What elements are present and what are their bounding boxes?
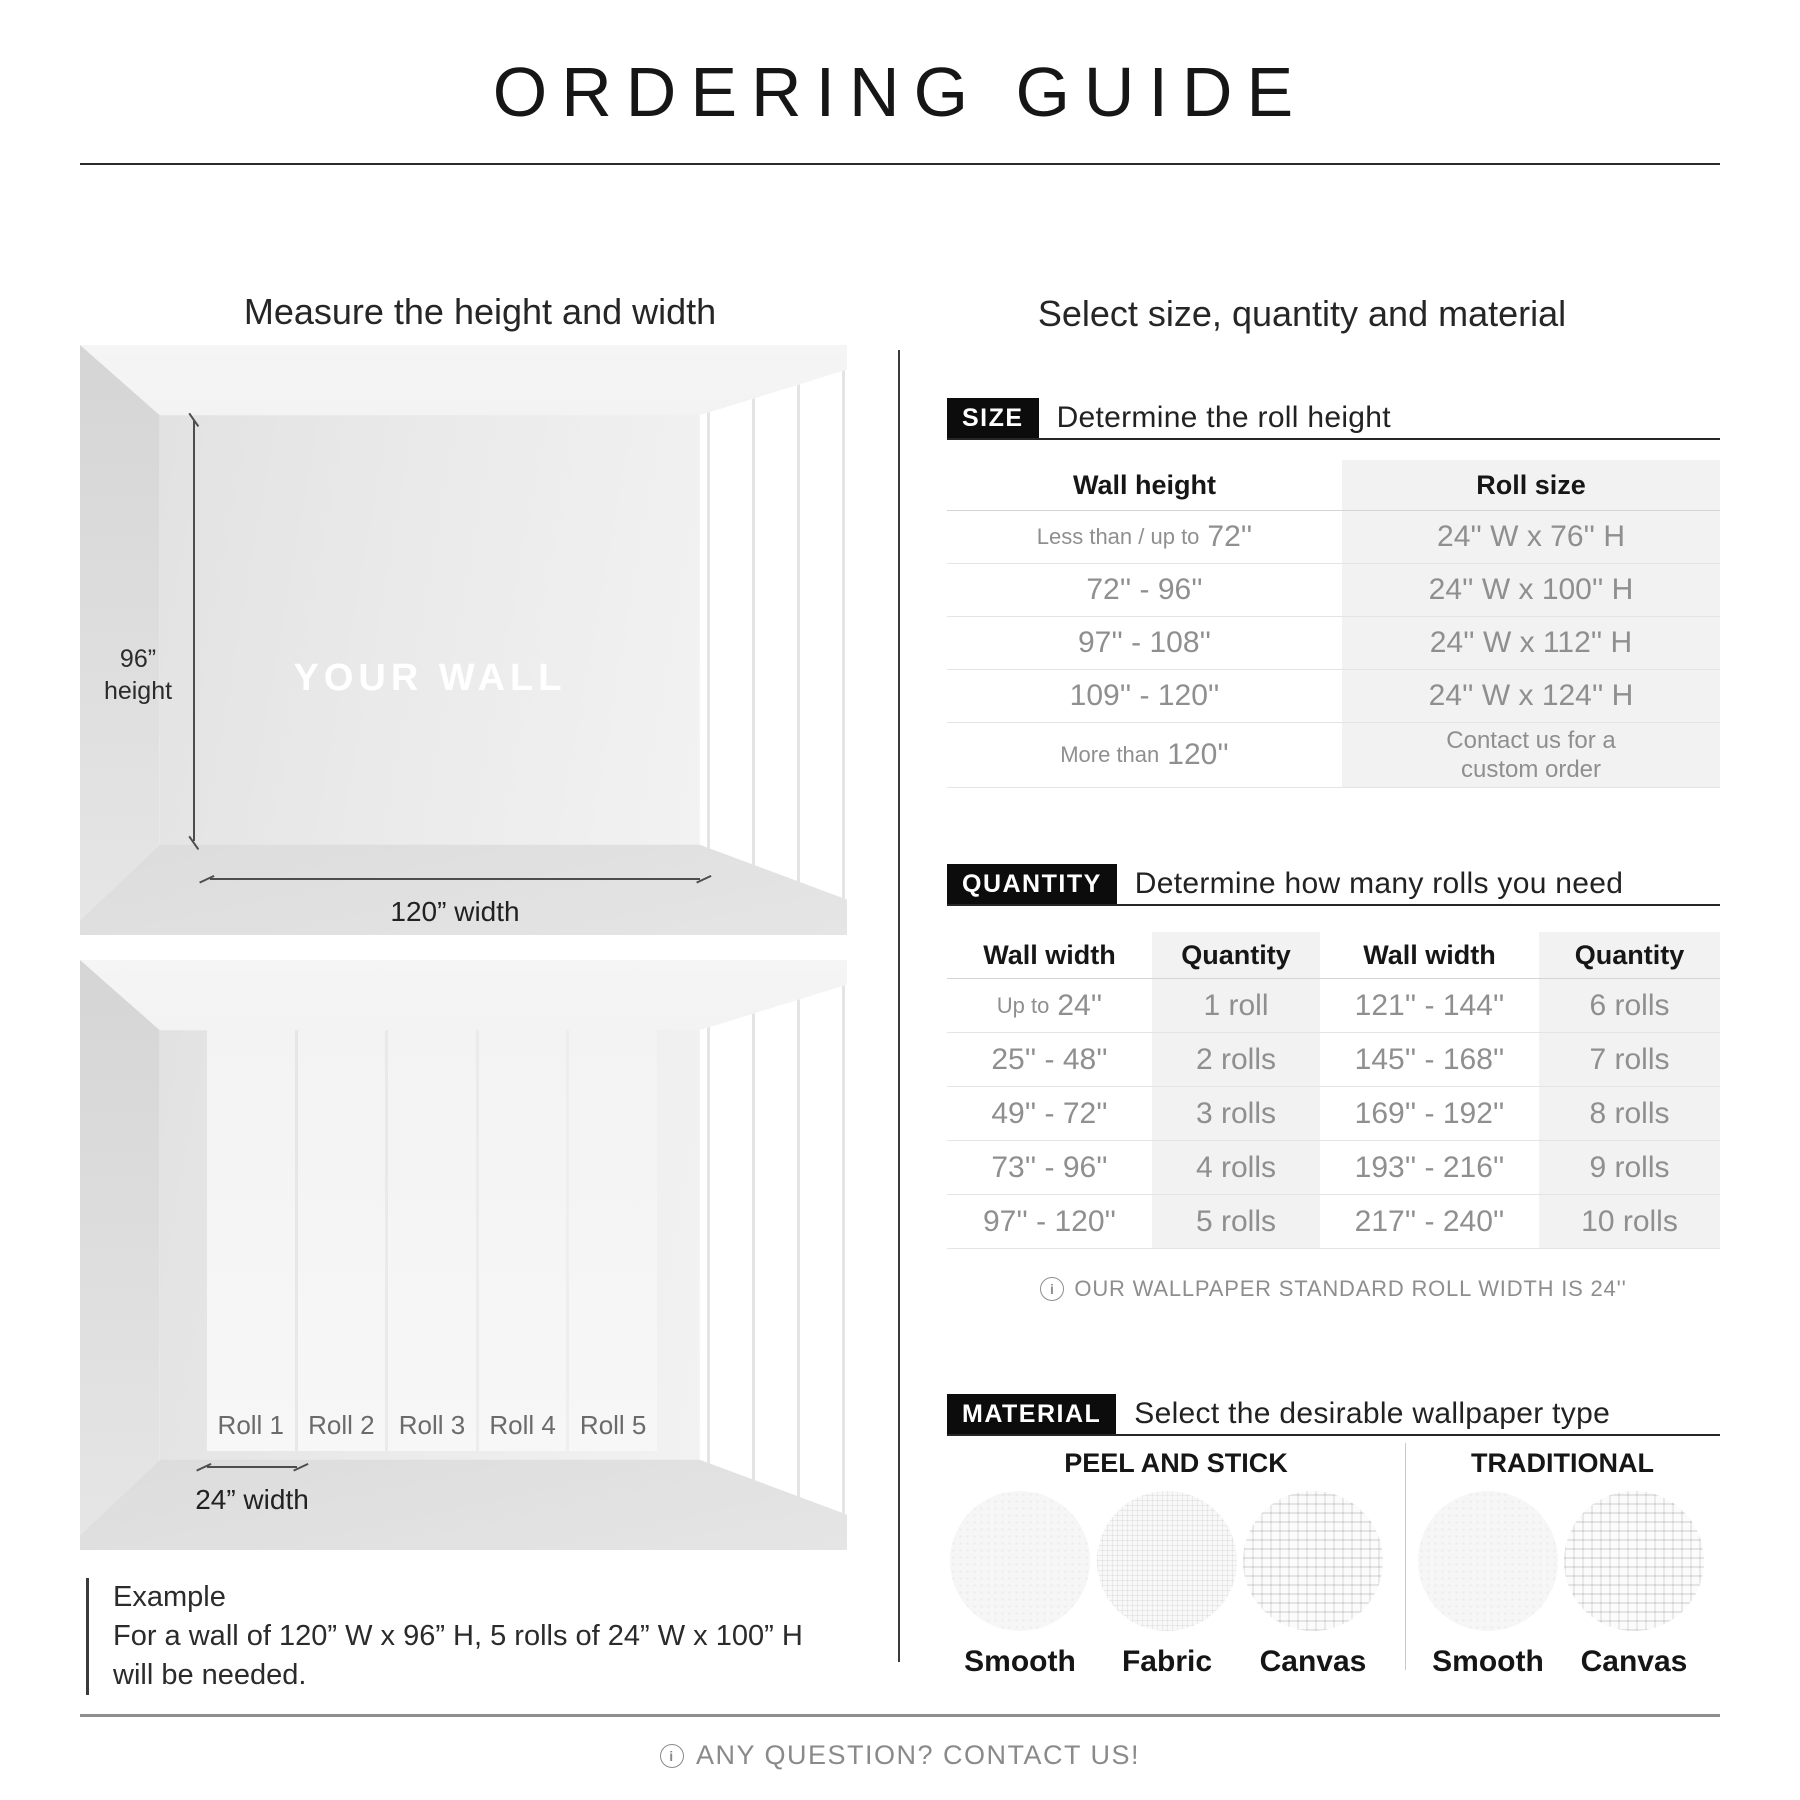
- quantity-value: 5 rolls: [1195, 1204, 1277, 1238]
- material-group-divider: [1405, 1443, 1406, 1670]
- room-illustration-measure: [80, 345, 847, 935]
- roll-size-value: 24'' W x 100'' H: [1428, 573, 1634, 606]
- footer-rule: [80, 1714, 1720, 1717]
- swatch-peel-smooth: [950, 1491, 1090, 1631]
- column-divider: [898, 350, 900, 1662]
- quantity-badge: QUANTITY: [947, 864, 1117, 904]
- height-word: height: [103, 677, 173, 705]
- width-dimension-label: 120” width: [390, 896, 520, 927]
- wall-width-value: 217'' - 240'': [1354, 1204, 1505, 1238]
- roll-width-note: [947, 1276, 1720, 1302]
- width-dimension-line: [210, 878, 700, 880]
- left-heading-line1: Measure the height and width: [243, 291, 717, 332]
- wall-width-cell: [947, 1087, 1152, 1140]
- qty-col-wall-width-1: Wall width: [983, 939, 1116, 970]
- wallpaper-roll-panels: [207, 1030, 657, 1451]
- roll-panel: [207, 1030, 295, 1451]
- size-section-header: [947, 398, 1720, 440]
- size-table-row: [947, 670, 1720, 723]
- wall-height-value: 109'' - 120'': [1069, 679, 1220, 712]
- roll-label: Roll 4: [489, 1410, 556, 1440]
- roll-width-dimension-line: [207, 1466, 297, 1468]
- quantity-cell: [1539, 1141, 1720, 1194]
- size-col-roll-size: Roll size: [1342, 460, 1720, 510]
- material-group-peel-and-stick: PEEL AND STICK: [1064, 1448, 1288, 1478]
- roll-label: Roll 5: [579, 1410, 647, 1440]
- quantity-value: 2 rolls: [1195, 1042, 1277, 1076]
- roll-size-cell: [1342, 670, 1720, 722]
- wall-height-cell: [947, 723, 1342, 787]
- wall-width-cell: [1320, 1195, 1539, 1248]
- roll-panel: [479, 1030, 567, 1451]
- size-section-title: Determine the roll height: [1056, 401, 1391, 434]
- material-options: [947, 1394, 1720, 1694]
- quantity-table-row: [947, 1195, 1720, 1249]
- roll-size-cell: [1342, 723, 1720, 787]
- size-table: [947, 460, 1720, 788]
- wall-height-cell: [947, 670, 1342, 722]
- quantity-cell: [1152, 1087, 1320, 1140]
- wall-width-value: 169'' - 192'': [1354, 1096, 1505, 1130]
- wall-width-cell: [947, 979, 1152, 1032]
- roll-width-note-text: OUR WALLPAPER STANDARD ROLL WIDTH IS 24'': [1074, 1276, 1627, 1301]
- wall-height-value: 97'' - 108'': [1078, 626, 1211, 659]
- wall-width-cell: [1320, 1087, 1539, 1140]
- roll-width-dimension-label: 24” width: [195, 1484, 309, 1515]
- wall-height-value: 120'': [1167, 738, 1229, 771]
- roll-size-value: 24'' W x 76'' H: [1437, 520, 1625, 553]
- wall-height-prefix: More than: [1060, 742, 1160, 767]
- wall-width-cell: [1320, 1033, 1539, 1086]
- example-title: Example: [113, 1581, 226, 1613]
- quantity-cell: [1152, 1033, 1320, 1086]
- wall-height-prefix: Less than / up to: [1036, 524, 1200, 549]
- qty-col-quantity-2: Quantity: [1539, 932, 1720, 978]
- quantity-value: 7 rolls: [1589, 1042, 1670, 1076]
- qty-col-quantity-1: Quantity: [1152, 932, 1320, 978]
- quantity-table-row: [947, 1087, 1720, 1141]
- roll-size-cell: [1342, 564, 1720, 616]
- wall-width-value: 97'' - 120'': [983, 1204, 1116, 1238]
- quantity-value: 3 rolls: [1195, 1096, 1277, 1130]
- quantity-cell: [1539, 1033, 1720, 1086]
- quantity-cell: [1539, 1195, 1720, 1248]
- roll-panel: [298, 1030, 386, 1451]
- height-dimension-line: [193, 421, 195, 841]
- quantity-value: 9 rolls: [1589, 1150, 1670, 1184]
- wall-width-value: 121'' - 144'': [1354, 988, 1505, 1022]
- wall-width-value: 193'' - 216'': [1354, 1150, 1505, 1184]
- size-table-header-row: [947, 460, 1720, 511]
- quantity-cell: [1539, 1087, 1720, 1140]
- example-block: [86, 1578, 803, 1695]
- wall-height-cell: [947, 564, 1342, 616]
- quantity-cell: [1539, 979, 1720, 1032]
- roll-size-cell: [1342, 617, 1720, 669]
- example-line1: For a wall of 120” W x 96” H, 5 rolls of 24” W x 100” H: [113, 1620, 803, 1652]
- wall-width-value: 73'' - 96'': [991, 1150, 1108, 1184]
- your-wall-label: YOUR WALL: [293, 657, 567, 699]
- quantity-section-header: [947, 864, 1720, 906]
- material-group-traditional: TRADITIONAL: [1471, 1448, 1654, 1478]
- roll-size-cell: [1342, 511, 1720, 563]
- wall-height-value: 72'' - 96'': [1086, 573, 1203, 606]
- example-line2: will be needed.: [113, 1659, 307, 1691]
- quantity-table-row: [947, 1141, 1720, 1195]
- roll-panel: [569, 1030, 657, 1451]
- swatch-peel-canvas: [1243, 1491, 1383, 1631]
- size-badge: SIZE: [947, 398, 1039, 438]
- wall-width-cell: [947, 1033, 1152, 1086]
- quantity-value: 4 rolls: [1195, 1150, 1277, 1184]
- quantity-table: [947, 932, 1720, 1249]
- quantity-cell: [1152, 1141, 1320, 1194]
- roll-size-value: 24'' W x 112'' H: [1429, 626, 1633, 659]
- wall-height-value: 72'': [1207, 520, 1253, 553]
- size-table-row: [947, 564, 1720, 617]
- roll-label: Roll 3: [398, 1410, 466, 1440]
- wall-width-cell: [1320, 979, 1539, 1032]
- swatch-label-canvas: Canvas: [1580, 1645, 1688, 1678]
- height-dimension-label: [86, 643, 190, 707]
- swatch-label-fabric: Fabric: [1121, 1645, 1213, 1678]
- info-icon: i: [660, 1744, 684, 1768]
- page-title: ORDERING GUIDE: [492, 53, 1308, 131]
- swatch-peel-fabric: [1097, 1491, 1237, 1631]
- wall-height-cell: [947, 511, 1342, 563]
- wall-width-value: 25'' - 48'': [991, 1042, 1108, 1076]
- wall-width-cell: [947, 1141, 1152, 1194]
- size-table-row: [947, 511, 1720, 564]
- swatch-traditional-smooth: [1418, 1491, 1558, 1631]
- roll-label: Roll 2: [308, 1410, 375, 1440]
- quantity-value: 1 roll: [1203, 988, 1269, 1022]
- height-value: 96”: [119, 645, 157, 673]
- material-badge: MATERIAL: [947, 1394, 1116, 1434]
- quantity-cell: [1152, 979, 1320, 1032]
- top-rule: [80, 163, 1720, 165]
- wall-width-cell: [1320, 1141, 1539, 1194]
- room-back-wall: [160, 415, 700, 845]
- qty-col-wall-width-2: Wall width: [1363, 939, 1496, 970]
- wall-height-cell: [947, 617, 1342, 669]
- swatch-label-smooth: Smooth: [964, 1645, 1076, 1678]
- info-icon: i: [1040, 1277, 1064, 1301]
- size-col-wall-height: Wall height: [1073, 469, 1216, 500]
- quantity-table-header-row: [947, 932, 1720, 979]
- quantity-value: 6 rolls: [1589, 988, 1670, 1022]
- footer-contact-text[interactable]: ANY QUESTION? CONTACT US!: [695, 1740, 1141, 1770]
- roll-size-value: Contact us for a custom order: [1446, 727, 1616, 783]
- material-section-title: Select the desirable wallpaper type: [1134, 1397, 1611, 1430]
- right-column-heading: Select size, quantity and material: [1037, 293, 1567, 334]
- quantity-table-row: [947, 1033, 1720, 1087]
- roll-panel: [388, 1030, 476, 1451]
- quantity-section-title: Determine how many rolls you need: [1134, 867, 1624, 900]
- wall-width-value: 145'' - 168'': [1354, 1042, 1505, 1076]
- swatch-label-smooth: Smooth: [1432, 1645, 1544, 1678]
- quantity-value: 10 rolls: [1581, 1204, 1678, 1238]
- wall-width-cell: [947, 1195, 1152, 1248]
- quantity-table-row: [947, 979, 1720, 1033]
- size-table-row: [947, 617, 1720, 670]
- room-illustration-rolls: [80, 960, 847, 1550]
- swatch-traditional-canvas: [1564, 1491, 1704, 1631]
- footer: [0, 1740, 1800, 1771]
- swatch-label-canvas: Canvas: [1259, 1645, 1367, 1678]
- quantity-cell: [1152, 1195, 1320, 1248]
- quantity-value: 8 rolls: [1589, 1096, 1670, 1130]
- roll-label: Roll 1: [217, 1410, 285, 1440]
- size-table-row: [947, 723, 1720, 788]
- roll-size-value: 24'' W x 124'' H: [1428, 679, 1634, 712]
- wall-width-value: 24'': [1057, 988, 1103, 1022]
- wall-width-value: 49'' - 72'': [991, 1096, 1108, 1130]
- wall-width-prefix: Up to: [996, 992, 1050, 1018]
